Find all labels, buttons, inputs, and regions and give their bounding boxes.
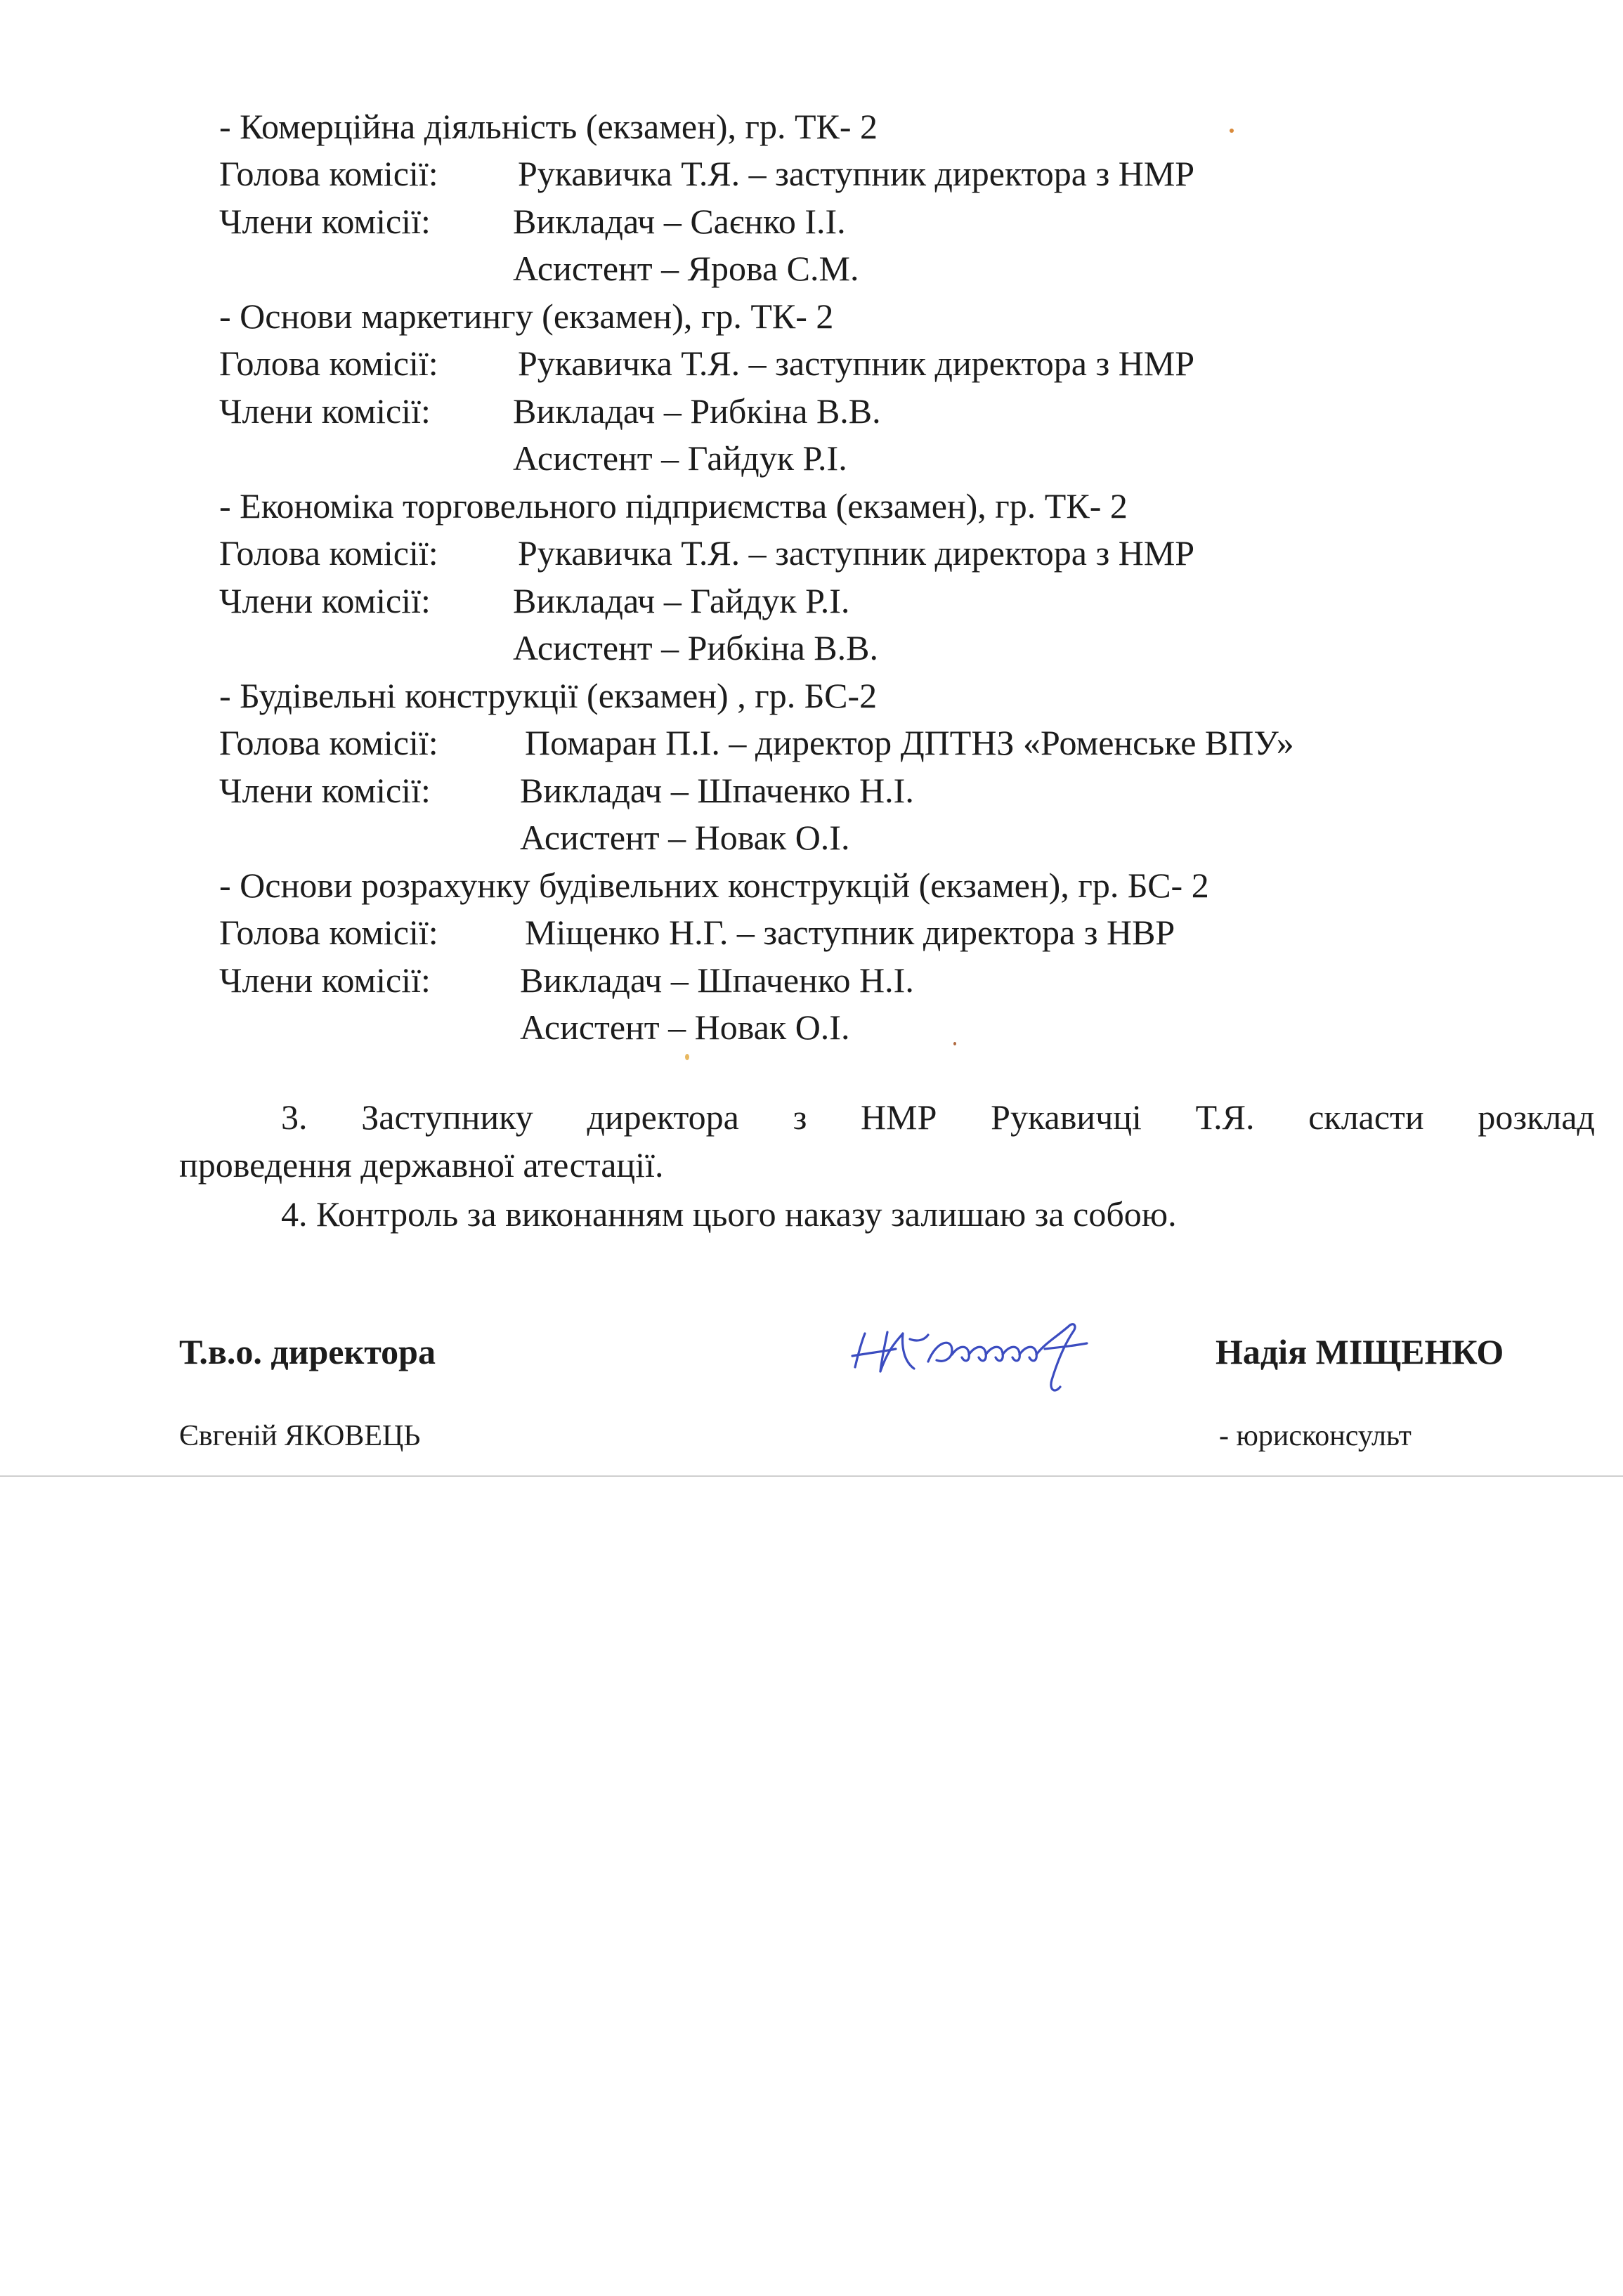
commission-assistant: Асистент – Новак О.І. [520,1007,850,1047]
signer-name: Надія МІЩЕНКО [1215,1332,1504,1371]
commission-members-label: Члени комісії: [219,771,431,810]
scan-speck [685,1054,689,1060]
commission-head-label: Голова комісії: [219,723,438,762]
commission-subject: - Комерційна діяльність (екзамен), гр. ТК- 2 [219,107,878,146]
commission-assistant: Асистент – Новак О.І. [520,818,850,857]
commission-members-label: Члени комісії: [219,960,431,1000]
commission-head-label: Голова комісії: [219,913,438,952]
commission-head-value: Помаран П.І. – директор ДПТНЗ «Роменське ВПУ» [525,723,1294,762]
commission-head-label: Голова комісії: [219,533,438,573]
item-3-line-1: 3. Заступнику директора з НМР Рукавичці Т.Я. скласти розклад [281,1097,1595,1137]
item-3-line-2: проведення державної атестації. [179,1145,664,1185]
commission-members-label: Члени комісії: [219,391,431,431]
scan-speck [1230,129,1234,133]
scan-speck [953,1042,956,1045]
signatory-position: Т.в.о. директора [179,1332,436,1371]
commission-teacher: Викладач – Рибкіна В.В. [513,391,881,431]
commission-subject: - Економіка торговельного підприємства (екзамен), гр. ТК- 2 [219,486,1128,526]
commission-assistant: Асистент – Рибкіна В.В. [513,628,878,667]
commission-head-value: Рукавичка Т.Я. – заступник директора з НМР [518,154,1195,193]
commission-subject: - Основи маркетингу (екзамен), гр. ТК- 2 [219,296,834,336]
item-4: 4. Контроль за виконанням цього наказу залишаю за собою. [281,1194,1177,1234]
commission-head-value: Рукавичка Т.Я. – заступник директора з НМР [518,533,1195,573]
commission-teacher: Викладач – Шпаченко Н.І. [520,771,914,810]
commission-members-label: Члени комісії: [219,202,431,241]
page-divider [0,1475,1623,1477]
commission-teacher: Викладач – Гайдук Р.І. [513,581,850,620]
approver-role: - юрисконсульт [1219,1420,1412,1452]
commission-subject: - Будівельні конструкції (екзамен) , гр. БС-2 [219,676,878,715]
commission-head-value: Міщенко Н.Г. – заступник директора з НВР [525,913,1175,952]
commission-head-label: Голова комісії: [219,344,438,383]
commission-assistant: Асистент – Гайдук Р.І. [513,438,847,478]
prepared-by: Євгеній ЯКОВЕЦЬ [179,1420,421,1452]
commission-assistant: Асистент – Ярова С.М. [513,249,859,288]
commission-head-label: Голова комісії: [219,154,438,193]
commission-subject: - Основи розрахунку будівельних конструкцій (екзамен), гр. БС- 2 [219,866,1209,905]
handwritten-signature [847,1312,1114,1404]
commission-teacher: Викладач – Шпаченко Н.І. [520,960,914,1000]
commission-teacher: Викладач – Саєнко І.І. [513,202,846,241]
commission-head-value: Рукавичка Т.Я. – заступник директора з НМР [518,344,1195,383]
commission-members-label: Члени комісії: [219,581,431,620]
